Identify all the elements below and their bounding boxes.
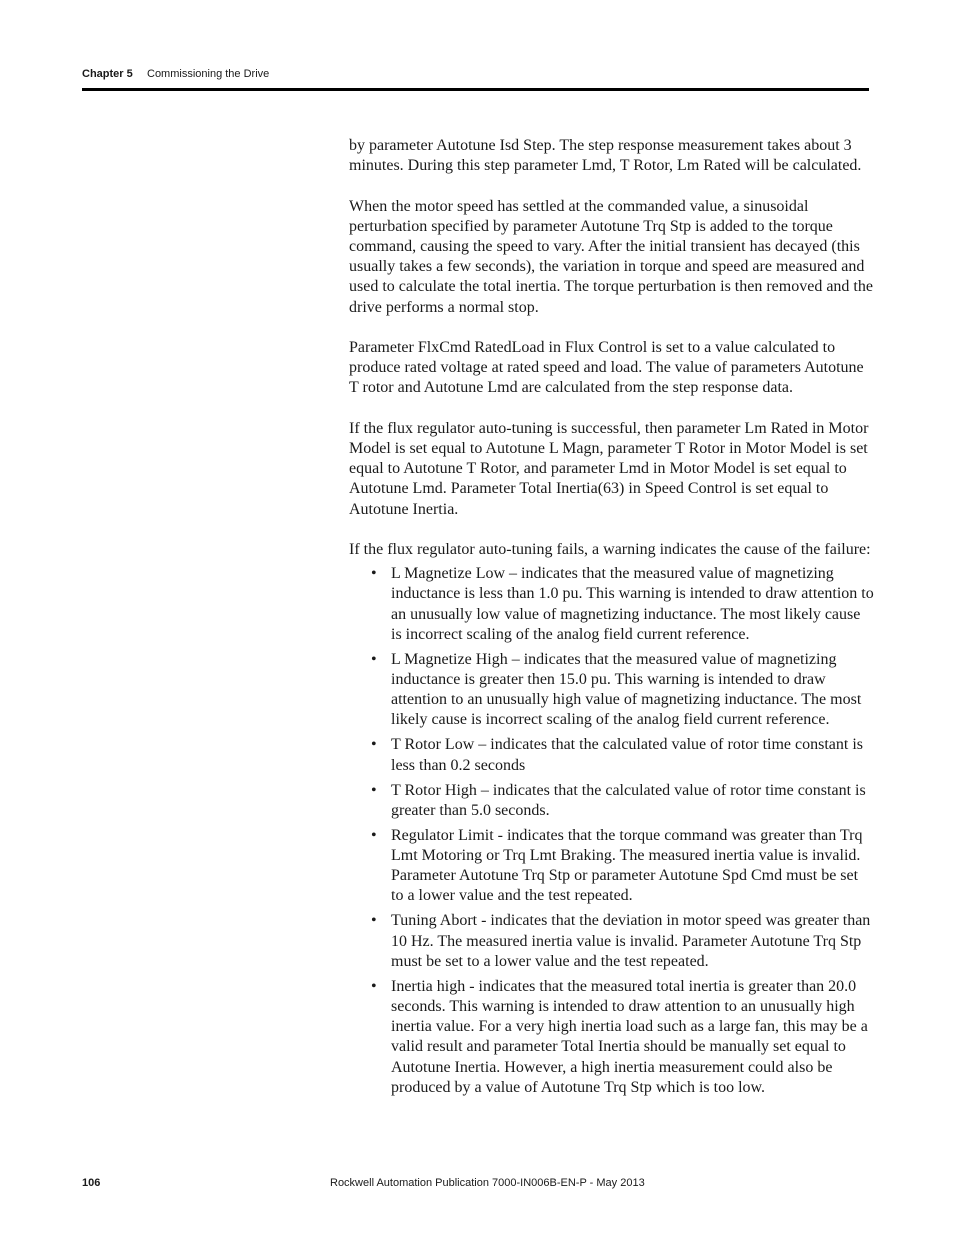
list-item-text: L Magnetize Low – indicates that the measured value of magnetizing inductance is less than 1.0 pu. This warning is intended to draw attention to an unusually low value of magnetizing inductance. The most likely cause is incorrect scaling of the analog field current reference.	[391, 565, 874, 643]
list-item-text: T Rotor High – indicates that the calculated value of rotor time constant is greater than 5.0 seconds.	[391, 781, 866, 819]
list-item-text: L Magnetize High – indicates that the measured value of magnetizing inductance is greater then 15.0 pu. This warning is intended to draw attention to an unusually high value of magnetizing inductance. The most likely cause is incorrect scaling of the analog field current reference.	[391, 650, 862, 729]
bullet-icon: •	[371, 826, 377, 844]
list-item	[349, 911, 874, 972]
list-item	[349, 735, 874, 775]
warning-list	[349, 564, 874, 1098]
list-item-text: Inertia high - indicates that the measured total inertia is greater than 20.0 seconds. This warning is intended to draw attention to an unusually high inertia value. For a very high inertia load such as a large fan, this may be a valid result and parameter Total Inertia should be manually set equal to Autotune Inertia. However, a high inertia measurement could also be produced by a value of Autotune Trq Stp which is too low.	[391, 977, 868, 1096]
paragraph: If the flux regulator auto-tuning is successful, then parameter Lm Rated in Motor Model is set equal to Autotune L Magn, parameter T Rotor in Motor Model is set equal to Autotune T Rotor, and parameter Lmd in Motor Model is set equal to Autotune Lmd. Parameter Total Inertia(63) in Speed Control is set equal to Autotune Inertia.	[349, 419, 869, 518]
list-item	[349, 977, 874, 1098]
chapter-title: Commissioning the Drive	[147, 68, 270, 80]
list-item	[349, 564, 874, 645]
list-item-text: Regulator Limit - indicates that the torque command was greater than Trq Lmt Motoring or Trq Lmt Braking. The measured inertia value is invalid. Parameter Autotune Trq Stp or parameter Autotune Spd Cmd must be set to a lower value and the test repeated.	[391, 826, 863, 905]
paragraph: Parameter FlxCmd RatedLoad in Flux Control is set to a value calculated to produce rated voltage at rated speed and load. The value of parameters Autotune T rotor and Autotune Lmd are calculated from the step response data.	[349, 339, 864, 397]
paragraph: by parameter Autotune Isd Step. The step response measurement takes about 3 minutes. During this step parameter Lmd, T Rotor, Lm Rated will be calculated.	[349, 137, 862, 175]
list-item-text: T Rotor Low – indicates that the calculated value of rotor time constant is less than 0.2 seconds	[391, 736, 864, 774]
bullet-icon: •	[371, 565, 377, 583]
bullet-icon: •	[371, 781, 377, 799]
list-item-text: Tuning Abort - indicates that the deviation in motor speed was greater than 10 Hz. The measured inertia value is invalid. Parameter Autotune Trq Stp must be set to a lower value and the test repeated.	[391, 912, 871, 970]
bullet-icon: •	[371, 650, 377, 668]
paragraph: When the motor speed has settled at the commanded value, a sinusoidal perturbation specified by parameter Autotune Trq Stp is added to the torque command, causing the speed to vary. After the initial transient has decayed (this usually takes a few seconds), the variation in torque and speed are measured and used to calculate the total inertia. The torque perturbation is then removed and the drive performs a normal stop.	[349, 197, 873, 316]
body-text	[349, 136, 874, 1103]
chapter-label: Chapter 5	[82, 68, 133, 80]
bullet-icon: •	[371, 977, 377, 995]
paragraph: If the flux regulator auto-tuning fails, a warning indicates the cause of the failure:	[349, 541, 871, 558]
bullet-icon: •	[371, 736, 377, 754]
publication-info: Rockwell Automation Publication 7000-IN006B-EN-P - May 2013	[330, 1177, 645, 1189]
header-rule	[82, 88, 869, 91]
page-footer	[82, 1177, 869, 1193]
bullet-icon: •	[371, 912, 377, 930]
list-item	[349, 826, 874, 907]
list-item	[349, 650, 874, 731]
page-number: 106	[82, 1177, 101, 1189]
page-header	[82, 66, 869, 84]
list-item	[349, 781, 874, 821]
